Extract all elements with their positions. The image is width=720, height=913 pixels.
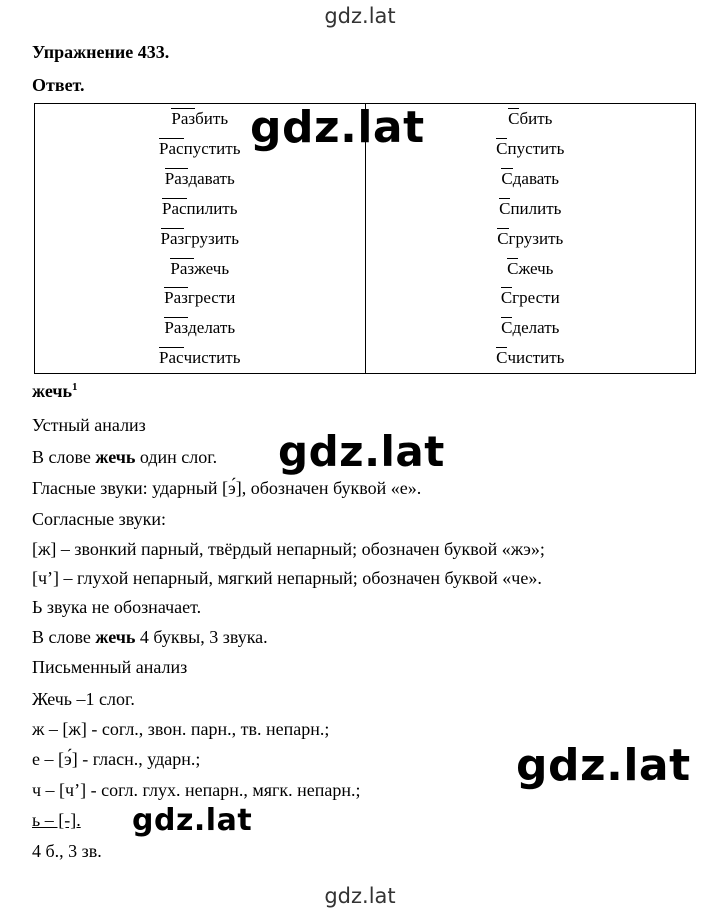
written-soft-line: ь – [-].: [32, 810, 81, 830]
watermark-lower: gdz.lat: [132, 803, 253, 838]
written-zh-line: ж – [ж] - согл., звон. парн., тв. непарн.;: [32, 719, 330, 739]
watermark-table: gdz.lat: [250, 102, 425, 153]
word-rest: делать: [188, 318, 236, 338]
prefix: Раз: [171, 104, 195, 134]
watermark-bottom: gdz.lat: [324, 884, 396, 908]
word-table-row: [35, 283, 696, 313]
prefix: Раз: [165, 164, 189, 194]
watermark-middle: gdz.lat: [278, 427, 445, 476]
exercise-title: Упражнение 433.: [32, 42, 170, 62]
right-word-cell: [365, 224, 696, 254]
prefix: С: [501, 164, 512, 194]
prefix: С: [508, 104, 519, 134]
consonant-ch-line: [ч’] – глухой непарный, мягкий непарный; обозначен буквой «че».: [32, 568, 542, 588]
prefix: Раз: [164, 283, 188, 313]
right-word-cell: [365, 253, 696, 283]
right-word-cell: [365, 313, 696, 343]
count-line: В слове жечь 4 буквы, 3 звука.: [32, 627, 268, 647]
word-rest: делать: [512, 318, 560, 338]
prefix: Рас: [159, 134, 184, 164]
watermark-right: gdz.lat: [516, 740, 691, 791]
prefix: Рас: [159, 343, 184, 373]
left-word-cell: [35, 224, 366, 254]
word-rest: чистить: [183, 348, 241, 368]
left-word-cell: [35, 194, 366, 224]
prefix: Раз: [164, 313, 188, 343]
word-rest: бить: [195, 109, 229, 129]
oral-analysis-title: Устный анализ: [32, 415, 146, 435]
written-e-line: е – [э́] - гласн., ударн.;: [32, 749, 201, 769]
right-word-cell: [365, 283, 696, 313]
soft-sign-line: Ь звука не обозначает.: [32, 597, 202, 617]
total-line: 4 б., 3 зв.: [32, 841, 102, 861]
word-rest: бить: [519, 109, 553, 129]
prefix: Раз: [170, 254, 194, 284]
vowels-line: Гласные звуки: ударный [э́], обозначен буквой «е».: [32, 478, 422, 498]
prefix: С: [501, 313, 512, 343]
left-word-cell: [35, 283, 366, 313]
word-table-row: [35, 253, 696, 283]
written-syllables-line: Жечь –1 слог.: [32, 689, 135, 709]
word-rest: давать: [188, 168, 235, 188]
prefix: С: [499, 194, 510, 224]
word-table-row: [35, 164, 696, 194]
word-rest: жечь: [194, 258, 230, 278]
analysis-word: жечь$^1$: [32, 381, 78, 401]
word-table-row: [35, 313, 696, 343]
syllables-line: В слове жечь один слог.: [32, 447, 218, 467]
left-word-cell: [35, 343, 366, 373]
word-rest: пустить: [507, 139, 565, 159]
word-rest: пилить: [186, 198, 238, 218]
prefix: Рас: [162, 194, 187, 224]
right-word-cell: [365, 343, 696, 373]
prefix: С: [507, 254, 518, 284]
left-word-cell: [35, 253, 366, 283]
word-rest: пилить: [510, 198, 562, 218]
left-word-cell: [35, 164, 366, 194]
word-table-row: [35, 194, 696, 224]
word-table-row: [35, 224, 696, 254]
word-rest: давать: [512, 168, 560, 188]
word-rest: грести: [512, 288, 560, 308]
word-rest: чистить: [507, 348, 565, 368]
prefix: Раз: [161, 224, 185, 254]
prefix: С: [497, 224, 508, 254]
consonants-title: Согласные звуки:: [32, 509, 167, 529]
word-rest: грузить: [508, 228, 564, 248]
prefix: С: [496, 134, 507, 164]
written-analysis-title: Письменный анализ: [32, 657, 188, 677]
right-word-cell: [365, 194, 696, 224]
prefix: С: [501, 283, 512, 313]
word-table-row: [35, 343, 696, 373]
watermark-top: gdz.lat: [324, 4, 396, 28]
written-ch-line: ч – [ч’] - согл. глух. непарн., мягк. непарн.;: [32, 780, 361, 800]
prefix: С: [496, 343, 507, 373]
word-rest: грести: [187, 288, 236, 308]
right-word-cell: [365, 164, 696, 194]
left-word-cell: [35, 313, 366, 343]
answer-label: Ответ.: [32, 75, 85, 95]
word-rest: жечь: [518, 258, 554, 278]
word-rest: грузить: [184, 228, 239, 248]
word-rest: пустить: [183, 139, 241, 159]
consonant-zh-line: [ж] – звонкий парный, твёрдый непарный; обозначен буквой «жэ»;: [32, 539, 545, 559]
